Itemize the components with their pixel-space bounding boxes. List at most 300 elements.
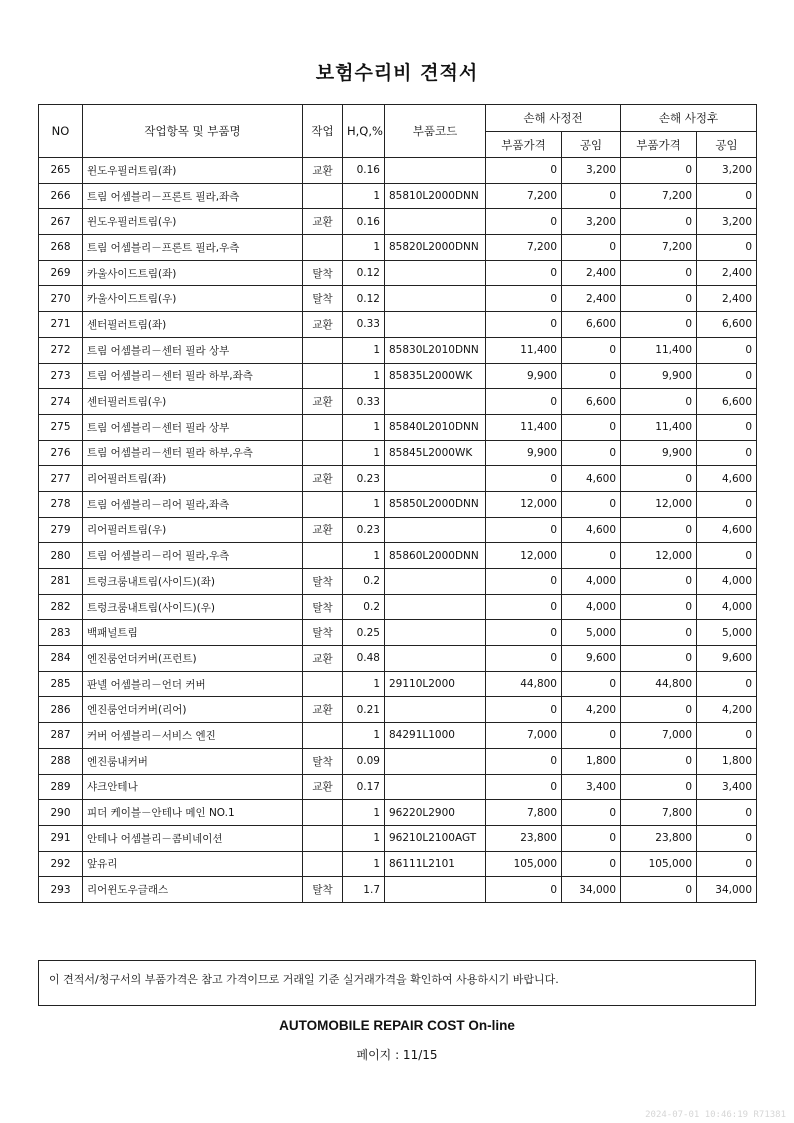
row-before-part-price: 44,800 xyxy=(486,671,562,697)
row-after-part-price: 9,900 xyxy=(621,440,697,466)
row-before-part-price: 0 xyxy=(486,569,562,595)
row-before-part-price: 7,200 xyxy=(486,183,562,209)
row-item-name: 엔진룸언더커버(리어) xyxy=(83,697,303,723)
row-item-name: 커버 어셈블리－서비스 엔진 xyxy=(83,723,303,749)
row-no: 290 xyxy=(39,800,83,826)
row-part-code xyxy=(385,569,486,595)
row-work-type: 탈착 xyxy=(303,260,343,286)
table-row xyxy=(39,466,757,492)
row-before-labor: 0 xyxy=(562,440,621,466)
row-part-code xyxy=(385,620,486,646)
row-before-part-price: 7,200 xyxy=(486,235,562,261)
row-part-code xyxy=(385,877,486,903)
page-number: 페이지 : 11/15 xyxy=(356,1048,438,1062)
row-part-code xyxy=(385,260,486,286)
table-row xyxy=(39,748,757,774)
row-after-part-price: 0 xyxy=(621,877,697,903)
row-part-code: 85845L2000WK xyxy=(385,440,486,466)
row-after-part-price: 0 xyxy=(621,697,697,723)
row-after-labor: 6,600 xyxy=(697,312,757,338)
row-before-labor: 0 xyxy=(562,723,621,749)
row-before-part-price: 0 xyxy=(486,697,562,723)
row-item-name: 카울사이드트림(좌) xyxy=(83,260,303,286)
row-no: 271 xyxy=(39,312,83,338)
row-hq: 0.33 xyxy=(343,312,385,338)
row-no: 285 xyxy=(39,671,83,697)
row-work-type: 탈착 xyxy=(303,877,343,903)
row-before-labor: 0 xyxy=(562,825,621,851)
row-hq: 1 xyxy=(343,440,385,466)
row-part-code: 85860L2000DNN xyxy=(385,543,486,569)
row-after-labor: 3,200 xyxy=(697,158,757,184)
row-before-part-price: 0 xyxy=(486,158,562,184)
row-part-code: 96210L2100AGT xyxy=(385,825,486,851)
row-item-name: 센터필러트림(좌) xyxy=(83,312,303,338)
row-part-code xyxy=(385,286,486,312)
row-after-labor: 3,200 xyxy=(697,209,757,235)
row-work-type xyxy=(303,414,343,440)
row-before-labor: 6,600 xyxy=(562,312,621,338)
row-after-part-price: 12,000 xyxy=(621,543,697,569)
row-after-part-price: 7,000 xyxy=(621,723,697,749)
row-before-labor: 0 xyxy=(562,671,621,697)
row-part-code: 85810L2000DNN xyxy=(385,183,486,209)
table-row xyxy=(39,697,757,723)
row-after-labor: 34,000 xyxy=(697,877,757,903)
row-item-name: 트림 어셈블리－센터 필라 상부 xyxy=(83,414,303,440)
row-no: 269 xyxy=(39,260,83,286)
row-item-name: 엔진룸언더커버(프런트) xyxy=(83,646,303,672)
row-before-part-price: 0 xyxy=(486,312,562,338)
row-work-type xyxy=(303,235,343,261)
row-item-name: 리어윈도우글래스 xyxy=(83,877,303,903)
row-after-labor: 4,000 xyxy=(697,569,757,595)
table-row xyxy=(39,260,757,286)
row-part-code xyxy=(385,312,486,338)
header-before-labor: 공임 xyxy=(562,132,621,158)
row-work-type: 교환 xyxy=(303,158,343,184)
row-no: 280 xyxy=(39,543,83,569)
row-after-part-price: 0 xyxy=(621,389,697,415)
row-item-name: 피더 케이블－안테나 메인 NO.1 xyxy=(83,800,303,826)
table-row xyxy=(39,620,757,646)
row-after-part-price: 0 xyxy=(621,209,697,235)
row-item-name: 트렁크룸내트림(사이드)(우) xyxy=(83,594,303,620)
row-work-type xyxy=(303,825,343,851)
row-before-part-price: 0 xyxy=(486,260,562,286)
row-after-labor: 0 xyxy=(697,800,757,826)
row-work-type xyxy=(303,543,343,569)
row-before-labor: 0 xyxy=(562,851,621,877)
table-row xyxy=(39,671,757,697)
row-before-labor: 0 xyxy=(562,235,621,261)
table-row xyxy=(39,389,757,415)
row-hq: 0.2 xyxy=(343,594,385,620)
row-after-labor: 4,200 xyxy=(697,697,757,723)
row-part-code xyxy=(385,209,486,235)
row-hq: 0.23 xyxy=(343,517,385,543)
row-item-name: 트림 어셈블리－센터 필라 하부,우측 xyxy=(83,440,303,466)
row-hq: 0.17 xyxy=(343,774,385,800)
table-row xyxy=(39,646,757,672)
table-row xyxy=(39,440,757,466)
row-before-labor: 5,000 xyxy=(562,620,621,646)
row-part-code: 85850L2000DNN xyxy=(385,491,486,517)
header-work: 작업 xyxy=(303,105,343,158)
row-before-part-price: 12,000 xyxy=(486,491,562,517)
row-after-part-price: 105,000 xyxy=(621,851,697,877)
row-hq: 1.7 xyxy=(343,877,385,903)
row-hq: 1 xyxy=(343,825,385,851)
row-before-labor: 0 xyxy=(562,414,621,440)
row-after-labor: 4,600 xyxy=(697,466,757,492)
row-work-type: 탈착 xyxy=(303,748,343,774)
row-after-part-price: 7,800 xyxy=(621,800,697,826)
row-hq: 0.21 xyxy=(343,697,385,723)
row-hq: 0.33 xyxy=(343,389,385,415)
row-hq: 1 xyxy=(343,543,385,569)
row-after-labor: 3,400 xyxy=(697,774,757,800)
row-work-type xyxy=(303,491,343,517)
row-work-type: 교환 xyxy=(303,312,343,338)
row-hq: 0.09 xyxy=(343,748,385,774)
row-work-type: 교환 xyxy=(303,466,343,492)
row-work-type: 교환 xyxy=(303,517,343,543)
row-no: 287 xyxy=(39,723,83,749)
row-before-part-price: 0 xyxy=(486,620,562,646)
footer-title: AUTOMOBILE REPAIR COST On-line xyxy=(279,1018,515,1033)
row-part-code xyxy=(385,466,486,492)
row-no: 267 xyxy=(39,209,83,235)
row-part-code: 85840L2010DNN xyxy=(385,414,486,440)
row-hq: 0.48 xyxy=(343,646,385,672)
row-no: 286 xyxy=(39,697,83,723)
row-part-code: 84291L1000 xyxy=(385,723,486,749)
row-work-type xyxy=(303,337,343,363)
row-after-labor: 4,000 xyxy=(697,594,757,620)
row-after-part-price: 0 xyxy=(621,312,697,338)
row-work-type xyxy=(303,363,343,389)
row-hq: 1 xyxy=(343,723,385,749)
row-work-type: 교환 xyxy=(303,774,343,800)
row-after-labor: 0 xyxy=(697,723,757,749)
table-row xyxy=(39,543,757,569)
row-no: 288 xyxy=(39,748,83,774)
row-after-labor: 9,600 xyxy=(697,646,757,672)
header-before-assessment: 손해 사정전 xyxy=(486,105,621,132)
row-before-part-price: 12,000 xyxy=(486,543,562,569)
row-before-labor: 4,000 xyxy=(562,569,621,595)
row-work-type: 교환 xyxy=(303,389,343,415)
row-item-name: 트림 어셈블리－리어 필라,좌측 xyxy=(83,491,303,517)
row-before-labor: 0 xyxy=(562,543,621,569)
row-no: 275 xyxy=(39,414,83,440)
row-before-labor: 0 xyxy=(562,363,621,389)
row-part-code xyxy=(385,774,486,800)
row-item-name: 백패널트림 xyxy=(83,620,303,646)
row-work-type xyxy=(303,671,343,697)
table-row xyxy=(39,877,757,903)
row-before-labor: 0 xyxy=(562,800,621,826)
row-work-type: 교환 xyxy=(303,697,343,723)
row-item-name: 안테나 어셈블리－콤비네이션 xyxy=(83,825,303,851)
row-item-name: 윈도우필러트림(좌) xyxy=(83,158,303,184)
row-item-name: 윈도우필러트림(우) xyxy=(83,209,303,235)
table-row xyxy=(39,851,757,877)
row-before-labor: 34,000 xyxy=(562,877,621,903)
header-no: NO xyxy=(39,105,83,158)
row-after-part-price: 0 xyxy=(621,646,697,672)
row-after-part-price: 0 xyxy=(621,517,697,543)
header-part-code: 부품코드 xyxy=(385,105,486,158)
row-hq: 0.12 xyxy=(343,260,385,286)
row-before-part-price: 9,900 xyxy=(486,440,562,466)
table-row xyxy=(39,723,757,749)
table-row xyxy=(39,491,757,517)
row-after-labor: 0 xyxy=(697,543,757,569)
row-no: 282 xyxy=(39,594,83,620)
row-after-part-price: 0 xyxy=(621,158,697,184)
row-work-type xyxy=(303,723,343,749)
row-after-part-price: 0 xyxy=(621,594,697,620)
header-after-part-price: 부품가격 xyxy=(621,132,697,158)
table-row xyxy=(39,594,757,620)
row-work-type: 탈착 xyxy=(303,569,343,595)
row-before-part-price: 105,000 xyxy=(486,851,562,877)
row-before-part-price: 0 xyxy=(486,877,562,903)
row-hq: 1 xyxy=(343,183,385,209)
header-before-part-price: 부품가격 xyxy=(486,132,562,158)
table-row xyxy=(39,825,757,851)
row-item-name: 센터필러트림(우) xyxy=(83,389,303,415)
row-after-part-price: 0 xyxy=(621,748,697,774)
table-row xyxy=(39,569,757,595)
table-row xyxy=(39,235,757,261)
row-item-name: 트렁크룸내트림(사이드)(좌) xyxy=(83,569,303,595)
row-after-part-price: 23,800 xyxy=(621,825,697,851)
row-after-part-price: 0 xyxy=(621,774,697,800)
row-after-part-price: 44,800 xyxy=(621,671,697,697)
row-part-code xyxy=(385,646,486,672)
header-item: 작업항목 및 부품명 xyxy=(83,105,303,158)
row-hq: 0.16 xyxy=(343,158,385,184)
row-after-part-price: 0 xyxy=(621,569,697,595)
row-no: 265 xyxy=(39,158,83,184)
row-before-labor: 0 xyxy=(562,491,621,517)
disclaimer-note: 이 견적서/청구서의 부품가격은 참고 가격이므로 거래일 기준 실거래가격을 확인하여 사용하시기 바랍니다. xyxy=(38,960,756,1006)
row-hq: 1 xyxy=(343,851,385,877)
row-after-labor: 0 xyxy=(697,183,757,209)
row-work-type: 탈착 xyxy=(303,286,343,312)
row-after-part-price: 9,900 xyxy=(621,363,697,389)
row-after-part-price: 7,200 xyxy=(621,235,697,261)
row-before-part-price: 7,000 xyxy=(486,723,562,749)
header-after-assessment: 손해 사정후 xyxy=(621,105,757,132)
row-before-part-price: 0 xyxy=(486,286,562,312)
row-before-labor: 0 xyxy=(562,183,621,209)
row-item-name: 트림 어셈블리－센터 필라 상부 xyxy=(83,337,303,363)
row-no: 283 xyxy=(39,620,83,646)
row-part-code: 85820L2000DNN xyxy=(385,235,486,261)
table-row xyxy=(39,800,757,826)
row-no: 274 xyxy=(39,389,83,415)
row-before-labor: 4,200 xyxy=(562,697,621,723)
row-part-code xyxy=(385,158,486,184)
row-item-name: 트림 어셈블리－프론트 필라,우측 xyxy=(83,235,303,261)
row-after-part-price: 7,200 xyxy=(621,183,697,209)
row-after-labor: 0 xyxy=(697,671,757,697)
row-work-type: 교환 xyxy=(303,209,343,235)
row-no: 272 xyxy=(39,337,83,363)
row-before-part-price: 0 xyxy=(486,594,562,620)
row-before-part-price: 11,400 xyxy=(486,414,562,440)
row-item-name: 리어필러트림(우) xyxy=(83,517,303,543)
row-hq: 1 xyxy=(343,491,385,517)
row-before-part-price: 11,400 xyxy=(486,337,562,363)
row-before-labor: 4,600 xyxy=(562,517,621,543)
row-after-part-price: 12,000 xyxy=(621,491,697,517)
row-after-labor: 6,600 xyxy=(697,389,757,415)
row-after-labor: 2,400 xyxy=(697,260,757,286)
row-after-part-price: 11,400 xyxy=(621,337,697,363)
row-after-labor: 4,600 xyxy=(697,517,757,543)
row-before-labor: 4,000 xyxy=(562,594,621,620)
row-hq: 1 xyxy=(343,671,385,697)
row-after-part-price: 0 xyxy=(621,620,697,646)
row-before-part-price: 7,800 xyxy=(486,800,562,826)
row-after-part-price: 0 xyxy=(621,286,697,312)
row-hq: 0.16 xyxy=(343,209,385,235)
row-after-labor: 5,000 xyxy=(697,620,757,646)
row-work-type xyxy=(303,800,343,826)
row-hq: 0.23 xyxy=(343,466,385,492)
row-no: 268 xyxy=(39,235,83,261)
row-no: 276 xyxy=(39,440,83,466)
row-work-type: 탈착 xyxy=(303,594,343,620)
row-no: 273 xyxy=(39,363,83,389)
row-work-type xyxy=(303,851,343,877)
row-hq: 0.12 xyxy=(343,286,385,312)
row-no: 289 xyxy=(39,774,83,800)
row-before-labor: 9,600 xyxy=(562,646,621,672)
table-row xyxy=(39,183,757,209)
row-before-part-price: 0 xyxy=(486,646,562,672)
table-row xyxy=(39,312,757,338)
row-part-code: 29110L2000 xyxy=(385,671,486,697)
row-no: 291 xyxy=(39,825,83,851)
row-part-code xyxy=(385,697,486,723)
row-after-labor: 1,800 xyxy=(697,748,757,774)
table-row xyxy=(39,158,757,184)
row-work-type xyxy=(303,440,343,466)
row-no: 292 xyxy=(39,851,83,877)
row-item-name: 카울사이드트림(우) xyxy=(83,286,303,312)
header-after-labor: 공임 xyxy=(697,132,757,158)
row-before-labor: 0 xyxy=(562,337,621,363)
row-before-part-price: 23,800 xyxy=(486,825,562,851)
estimate-rows xyxy=(39,158,757,903)
row-item-name: 트림 어셈블리－센터 필라 하부,좌측 xyxy=(83,363,303,389)
row-no: 277 xyxy=(39,466,83,492)
row-after-labor: 0 xyxy=(697,235,757,261)
row-before-part-price: 0 xyxy=(486,517,562,543)
row-no: 281 xyxy=(39,569,83,595)
row-before-labor: 2,400 xyxy=(562,286,621,312)
row-no: 266 xyxy=(39,183,83,209)
table-row xyxy=(39,363,757,389)
row-item-name: 엔진룸내커버 xyxy=(83,748,303,774)
row-after-part-price: 11,400 xyxy=(621,414,697,440)
row-item-name: 리어필러트림(좌) xyxy=(83,466,303,492)
row-before-part-price: 0 xyxy=(486,209,562,235)
row-after-part-price: 0 xyxy=(621,260,697,286)
row-work-type: 교환 xyxy=(303,646,343,672)
row-before-part-price: 9,900 xyxy=(486,363,562,389)
row-part-code: 96220L2900 xyxy=(385,800,486,826)
row-after-labor: 0 xyxy=(697,414,757,440)
row-part-code xyxy=(385,517,486,543)
estimate-table xyxy=(38,104,757,903)
row-before-labor: 3,200 xyxy=(562,209,621,235)
header-hq: H,Q,% xyxy=(343,105,385,158)
row-part-code: 86111L2101 xyxy=(385,851,486,877)
table-row xyxy=(39,414,757,440)
row-hq: 1 xyxy=(343,414,385,440)
row-work-type: 탈착 xyxy=(303,620,343,646)
row-after-part-price: 0 xyxy=(621,466,697,492)
row-after-labor: 0 xyxy=(697,851,757,877)
row-before-part-price: 0 xyxy=(486,748,562,774)
row-after-labor: 0 xyxy=(697,440,757,466)
table-row xyxy=(39,286,757,312)
row-item-name: 샤크안테나 xyxy=(83,774,303,800)
row-item-name: 트림 어셈블리－프론트 필라,좌측 xyxy=(83,183,303,209)
row-no: 270 xyxy=(39,286,83,312)
row-part-code xyxy=(385,594,486,620)
row-before-labor: 6,600 xyxy=(562,389,621,415)
row-part-code: 85835L2000WK xyxy=(385,363,486,389)
row-before-labor: 3,400 xyxy=(562,774,621,800)
table-row xyxy=(39,517,757,543)
row-after-labor: 0 xyxy=(697,363,757,389)
row-before-labor: 4,600 xyxy=(562,466,621,492)
row-hq: 1 xyxy=(343,800,385,826)
row-work-type xyxy=(303,183,343,209)
row-part-code xyxy=(385,389,486,415)
row-hq: 0.2 xyxy=(343,569,385,595)
row-before-part-price: 0 xyxy=(486,774,562,800)
row-hq: 1 xyxy=(343,363,385,389)
row-item-name: 판넬 어셈블리－언더 커버 xyxy=(83,671,303,697)
row-item-name: 트림 어셈블리－리어 필라,우측 xyxy=(83,543,303,569)
table-row xyxy=(39,774,757,800)
row-before-labor: 1,800 xyxy=(562,748,621,774)
row-no: 293 xyxy=(39,877,83,903)
row-after-labor: 0 xyxy=(697,491,757,517)
document-title: 보험수리비 견적서 xyxy=(315,62,479,84)
row-before-part-price: 0 xyxy=(486,389,562,415)
row-after-labor: 0 xyxy=(697,825,757,851)
row-before-part-price: 0 xyxy=(486,466,562,492)
row-hq: 1 xyxy=(343,235,385,261)
row-after-labor: 2,400 xyxy=(697,286,757,312)
row-part-code: 85830L2010DNN xyxy=(385,337,486,363)
row-no: 284 xyxy=(39,646,83,672)
row-before-labor: 2,400 xyxy=(562,260,621,286)
row-no: 278 xyxy=(39,491,83,517)
row-hq: 0.25 xyxy=(343,620,385,646)
row-hq: 1 xyxy=(343,337,385,363)
